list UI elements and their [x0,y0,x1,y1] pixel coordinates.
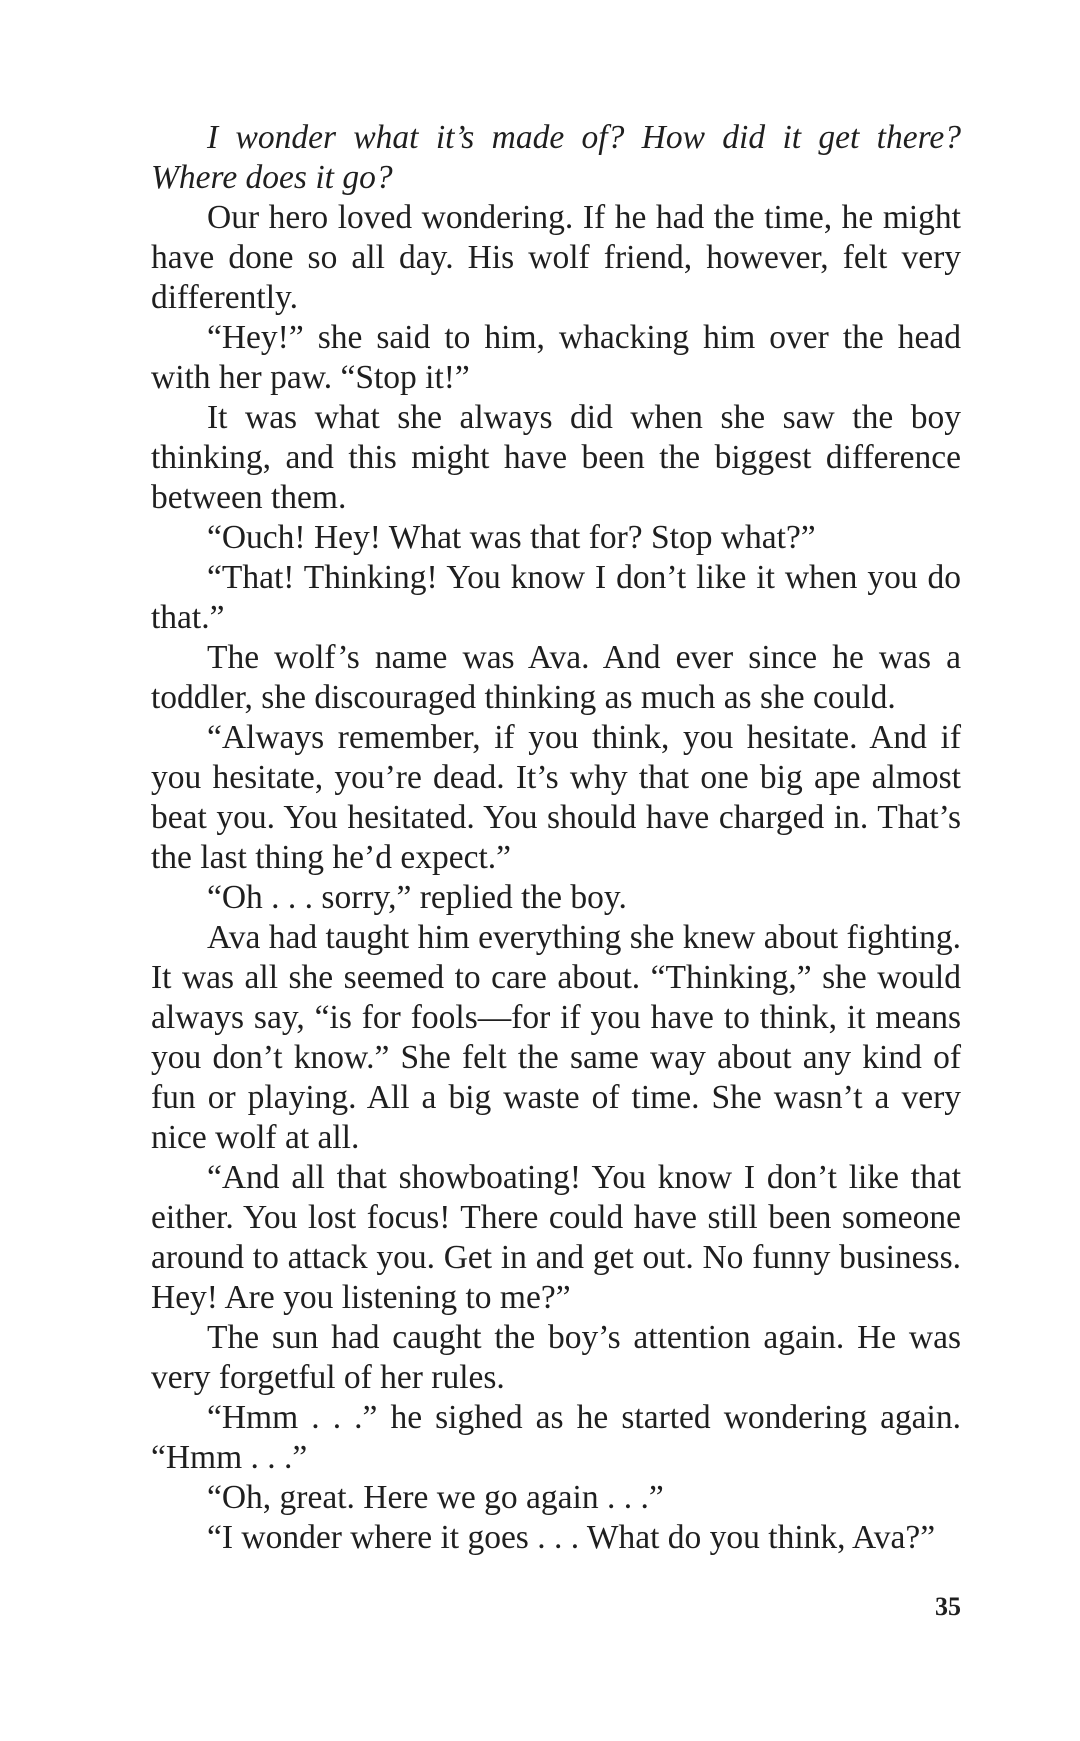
paragraph: “Oh . . . sorry,” replied the boy. [207,879,627,916]
paragraph: “And all that showboating! You know I don’t like that either. You lost focus! There could have still been someone around to attack you. Get in and get out. No funny business. Hey! Are you listening to me?” [151,1159,961,1316]
paragraph: Our hero loved wondering. If he had the time, he might have done so all day. His wolf friend, however, felt very differently. [151,199,961,316]
paragraph: “Ouch! Hey! What was that for? Stop what?” [207,519,816,556]
paragraph: Ava had taught him everything she knew about fighting. It was all she seemed to care about. “Thinking,” she would always say, “is for fools—for if you have to think, it means you don’t know.” She felt the same way about any kind of fun or playing. All a big waste of time. She wasn’t a very nice wolf at all. [151,919,961,1156]
paragraph: The wolf’s name was Ava. And ever since he was a toddler, she discouraged thinking as much as she could. [151,639,961,716]
page-number: 35 [935,1592,961,1621]
paragraph: “Hmm . . .” he sighed as he started wondering again. “Hmm . . .” [151,1399,961,1476]
paragraph: “Always remember, if you think, you hesitate. And if you hesitate, you’re dead. It’s why that one big ape almost beat you. You hesitated. You should have charged in. That’s the last thing he’d expect.” [151,719,961,876]
paragraph: “Hey!” she said to him, whacking him over the head with her paw. “Stop it!” [151,319,961,396]
paragraph: “That! Thinking! You know I don’t like it when you do that.” [151,559,961,636]
paragraph: I wonder what it’s made of? How did it get there? Where does it go? [151,119,961,196]
paragraph: “Oh, great. Here we go again . . .” [207,1479,664,1516]
paragraph: It was what she always did when she saw the boy thinking, and this might have been the biggest difference between them. [151,399,961,516]
paragraph: “I wonder where it goes . . . What do you think, Ava?” [207,1519,936,1556]
paragraph: The sun had caught the boy’s attention again. He was very forgetful of her rules. [151,1319,961,1396]
page-body [151,118,961,1558]
